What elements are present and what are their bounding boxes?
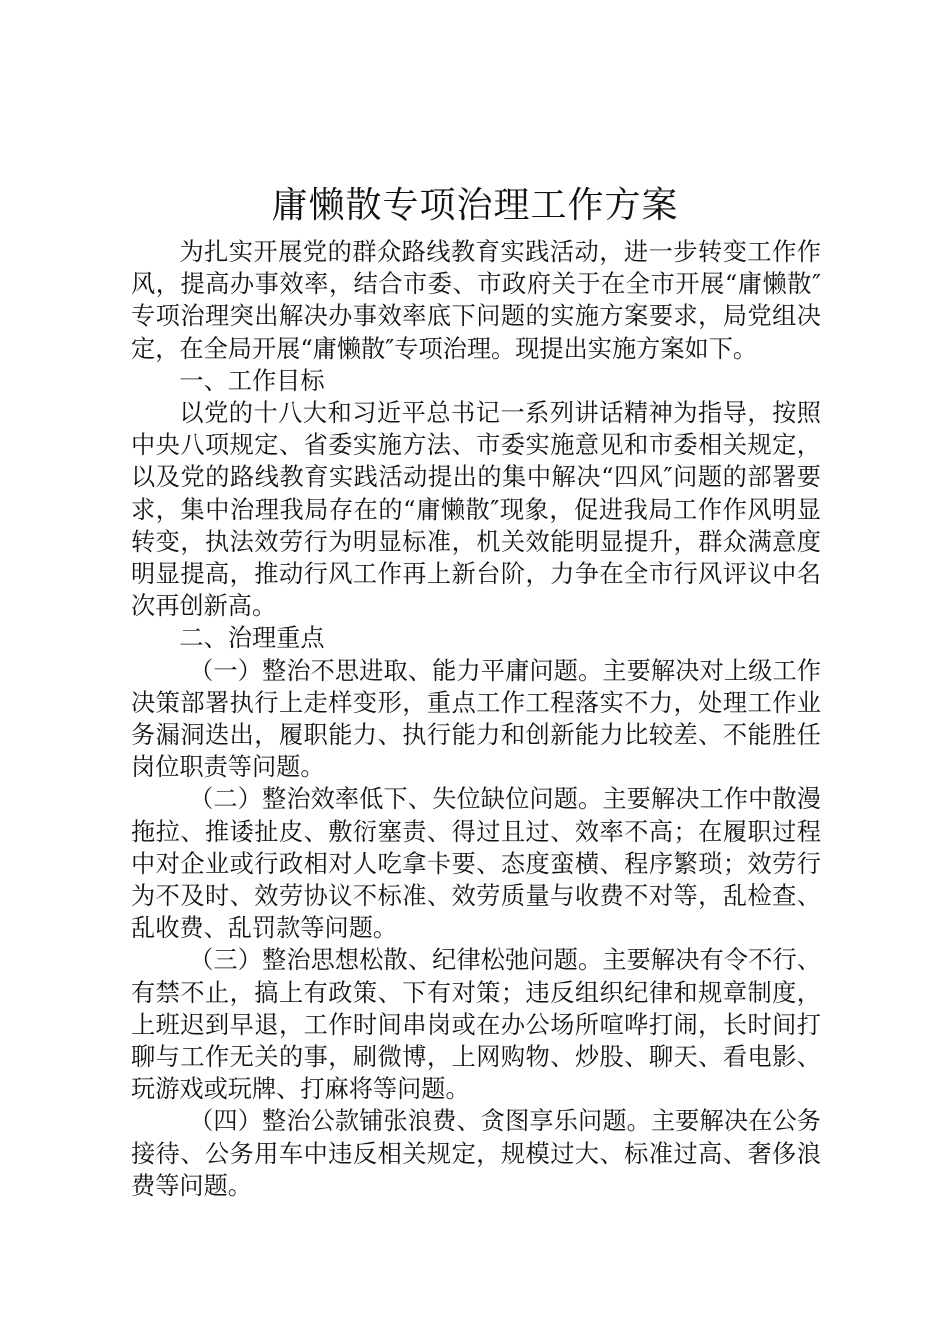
section-heading-focus: 二、治理重点 [179, 624, 325, 653]
focus-item-2: （二）整治效率低下、失位缺位问题。主要解决工作中散漫拖拉、推诿扯皮、敷衍塞责、得过且过、效率不高；在履职过程中对企业或行政相对人吃拿卡要、态度蛮横、程序繁琐；效劳行为不及时、效劳协议不标准、效劳质量与收费不对等，乱检查、乱收费、乱罚款等问题。 [131, 785, 821, 943]
intro-paragraph: 为扎实开展党的群众路线教育实践活动，进一步转变工作作风，提高办事效率，结合市委、市政府关于在全市开展“庸懒散″专项治理突出解决办事效率底下问题的实施方案要求，局党组决定，在全局开展“庸懒散″专项治理。现提出实施方案如下。 [131, 238, 821, 363]
focus-item-3: （三）整治思想松散、纪律松弛问题。主要解决有令不行、有禁不止，搞上有政策、下有对策；违反组织纪律和规章制度，上班迟到早退，工作时间串岗或在办公场所喧哗打闹，长时间打 聊与工作无关的事，刷微博，上网购物、炒股、聊天、看电影、玩游戏或玩牌、打麻将等问题。 [131, 946, 846, 1104]
goals-paragraph: 以党的十八大和习近平总书记一系列讲话精神为指导，按照中央八项规定、省委实施方法、市委实施意见和市委相关规定，以及党的路线教育实践活动提出的集中解决“四风″问题的部署要求，集中治理我局存在的“庸懒散″现象，促进我局工作作风明显转变，执法效劳行为明显标准，机关效能明显提升，群众满意度明显提高，推动行风工作再上新台阶，力争在全市行风评议中名次再创新高。 [131, 399, 821, 621]
focus-item-1: （一）整治不思进取、能力平庸问题。主要解决对上级工作决策部署执行上走样变形，重点工作工程落实不力，处理工作业务漏洞迭出，履职能力、执行能力和创新能力比较差、不能胜任岗位职责等问题。 [131, 656, 821, 782]
document-body [131, 236, 846, 1202]
section-heading-goals: 一、工作目标 [179, 366, 325, 395]
document-title: 庸懒散专项治理工作方案 [271, 185, 679, 226]
focus-item-4: （四）整治公款铺张浪费、贪图享乐问题。主要解决在公务接待、公务用车中违反相关规定，规模过大、标准过高、奢侈浪费等问题。 [131, 1107, 821, 1200]
